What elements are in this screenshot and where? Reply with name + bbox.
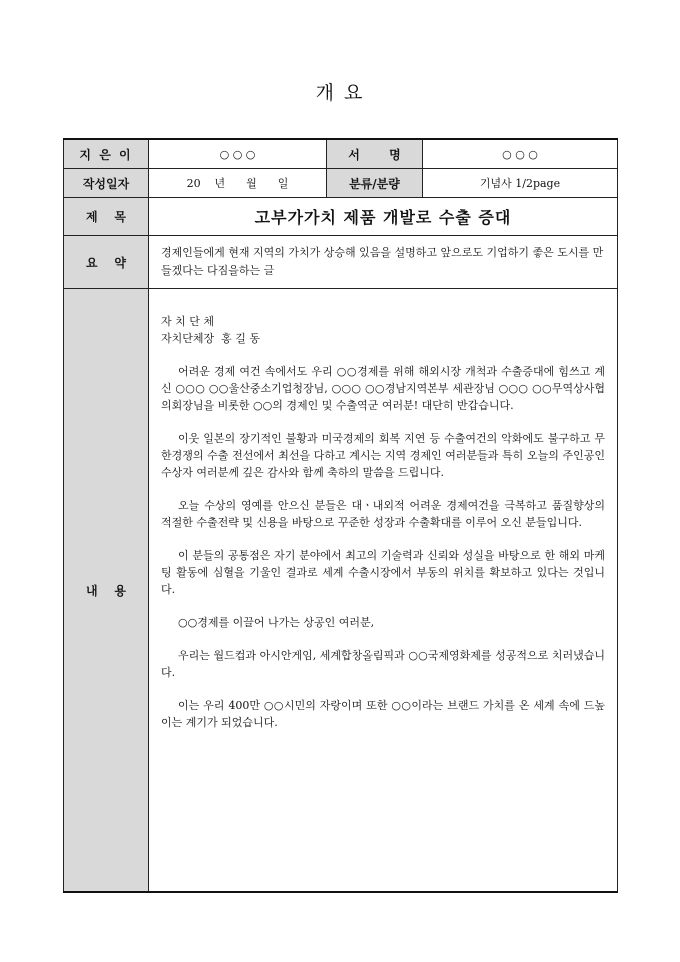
date-row xyxy=(64,169,618,198)
summary-label: 요 약 xyxy=(64,236,149,289)
summary-row xyxy=(64,236,618,289)
category-label: 분류/분량 xyxy=(327,169,423,198)
subject-row xyxy=(64,198,618,236)
author-row xyxy=(64,139,618,169)
date-value: 20 년 월 일 xyxy=(149,169,327,198)
salutation-line-2: 자치단체장 홍 길 동 xyxy=(161,332,260,345)
page-title: 개 요 xyxy=(315,82,365,104)
paragraph: 이웃 일본의 장기적인 불황과 미국경제의 회복 지연 등 수출여건의 악화에도 불구하고 무한경쟁의 수출 전선에서 최선을 다하고 계시는 지역 경제인 여러분들과 특히 오늘의 주인공인 수상자 여러분께 깊은 감사와 함께 축하의 말씀을 드립니다. xyxy=(161,432,605,479)
subject-label: 제 목 xyxy=(64,198,149,236)
date-label: 작성일자 xyxy=(64,169,149,198)
summary-text: 경제인들에게 현재 지역의 가치가 상승해 있음을 설명하고 앞으로도 기업하기 좋은 도시를 만들겠다는 다짐을하는 글 xyxy=(149,236,618,289)
paragraph: ○○경제를 이끌어 나가는 상공인 여러분, xyxy=(178,616,375,629)
salutation-line-1: 자 치 단 체 xyxy=(161,315,214,328)
document-form-table xyxy=(63,138,618,893)
author-label: 지 은 이 xyxy=(64,139,149,169)
content-label: 내 용 xyxy=(64,289,149,893)
paragraph: 이 분들의 공통점은 자기 분야에서 최고의 기술력과 신뢰와 성실을 바탕으로 한 해외 마케팅 활동에 심혈을 기울인 결과로 세계 수출시장에서 부동의 위치를 확보하고 있다는 것입니다. xyxy=(161,549,605,596)
paragraph: 우리는 월드컵과 아시안게임, 세계합창올림픽과 ○○국제영화제를 성공적으로 치러냈습니다. xyxy=(161,649,605,679)
paragraph: 오늘 수상의 영예를 안으신 분들은 대ㆍ내외적 어려운 경제여건을 극복하고 품질향상의 적절한 수출전략 및 신용을 바탕으로 꾸준한 성장과 수출확대를 이루어 오신 분들입니다. xyxy=(161,499,605,529)
content-body xyxy=(149,289,618,893)
document-subject: 고부가가치 제품 개발로 수출 증대 xyxy=(149,198,618,236)
paragraph: 이는 우리 400만 ○○시민의 자랑이며 또한 ○○이라는 브랜드 가치를 온 세계 속에 드높이는 계기가 되었습니다. xyxy=(161,699,605,729)
paragraph: 어려운 경제 여건 속에서도 우리 ○○경제를 위해 해외시장 개척과 수출증대에 힘쓰고 계신 ○○○ ○○울산중소기업청장님, ○○○ ○○경남지역본부 세관장님 ○○○ ○○무역상사협의회장님을 비롯한 ○○의 경제인 및 수출역군 여러분! 대단히 반갑습니다. xyxy=(161,365,605,412)
author-value: ○ ○ ○ xyxy=(149,139,327,169)
name-value: ○ ○ ○ xyxy=(423,139,618,169)
content-row xyxy=(64,289,618,893)
category-value: 기념사 1/2page xyxy=(423,169,618,198)
name-label: 서 명 xyxy=(327,139,423,169)
